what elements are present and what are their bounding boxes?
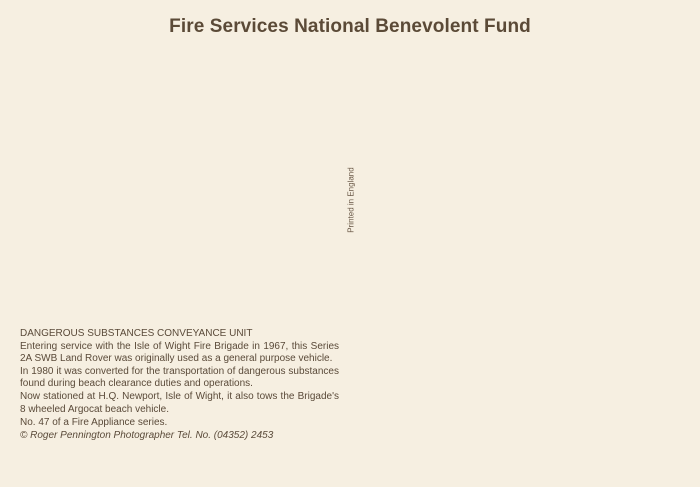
- printed-in-england-label: Printed in England: [346, 167, 356, 233]
- series-note: No. 47 of a Fire Appliance series.: [20, 416, 168, 428]
- caption-paragraph-3: Now stationed at H.Q. Newport, Isle of Wight, it also tows the Brigade's 8 wheeled Argocat beach vehicle.: [20, 391, 339, 415]
- caption-heading: DANGEROUS SUBSTANCES CONVEYANCE UNIT: [20, 328, 253, 339]
- caption-paragraph-1: Entering service with the Isle of Wight Fire Brigade in 1967, this Series 2A SWB Land Rover was originally used as a general purpose vehicle.: [20, 341, 339, 365]
- photographer-credit: © Roger Pennington Photographer Tel. No. (04352) 2453: [20, 429, 274, 441]
- caption-paragraph-2: In 1980 it was converted for the transportation of dangerous substances found during beach clearance duties and operations.: [20, 366, 339, 390]
- caption-block: [20, 328, 339, 442]
- fund-title: Fire Services National Benevolent Fund: [169, 16, 531, 37]
